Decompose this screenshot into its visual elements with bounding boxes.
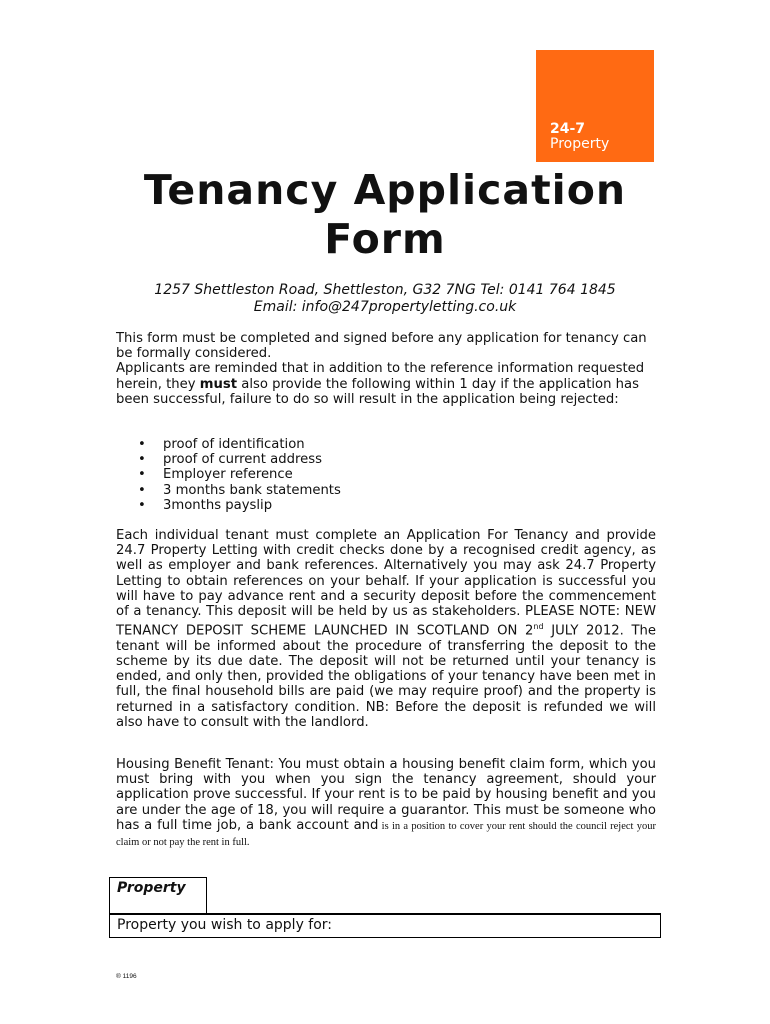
deposit-text-end: JULY 2012. The tenant will be informed about the procedure of transferring the deposit to the scheme by its due date. The deposit will not be returned until your tenancy is ended, and only then, provided the obligations of your tenancy have been met in full, the final household bills are paid (we may require proof) and the property is returned in a satisfactory condition. NB: Before the deposit is refunded we will also have to consult with the landlord.	[116, 623, 656, 730]
property-field[interactable]	[109, 913, 661, 938]
intro-p2-end: also provide the following within 1 day if the application has been successful, failure to do so will result in the application being rejected:	[116, 376, 639, 407]
logo-line-2: Property	[550, 136, 610, 152]
intro-paragraph-1: This form must be completed and signed before any application for tenancy can be formally considered.	[116, 331, 647, 362]
intro-text	[116, 331, 656, 407]
requirements-list	[116, 437, 341, 513]
list-item: • Employer reference	[116, 467, 341, 482]
housing-text: Housing Benefit Tenant: You must obtain a housing benefit claim form, which you must bring with you when you sign the tenancy agreement, should your application prove successful. If your rent is to be paid by housing benefit and you are under the age of 18, you will require a guarantor. This must be someone who has a full time job, a bank account and	[116, 757, 656, 833]
list-item: • 3months payslip	[116, 498, 341, 513]
deposit-text-start: Each individual tenant must complete an Application For Tenancy and provide 24.7 Property Letting with credit checks done by a recognised credit agency, as well as employer and bank references. Alternatively you may ask 24.7 Property Letting to obtain references on your behalf. If your application is successful you will have to pay advance rent and a security deposit before the commencement of a tenancy. This deposit will be held by us as stakeholders. PLEASE NOTE: NEW TENANCY DEPOSIT SCHEME LAUNCHED IN SCOTLAND ON 2	[116, 528, 656, 639]
list-item: • proof of current address	[116, 452, 341, 467]
email-line: Email: info@247propertyletting.co.uk	[253, 299, 517, 315]
intro-p2-emphasis: must	[199, 376, 238, 392]
footer-mark: ® 1196	[116, 973, 137, 980]
contact-address	[100, 282, 670, 316]
property-section-header: Property	[109, 877, 207, 913]
housing-benefit-paragraph	[116, 757, 656, 850]
deposit-paragraph	[116, 528, 656, 730]
list-item: • proof of identification	[116, 437, 341, 452]
brand-logo	[536, 50, 654, 162]
list-item: • 3 months bank statements	[116, 483, 341, 498]
deposit-ordinal: nd	[533, 622, 544, 632]
property-field-label: Property you wish to apply for:	[117, 917, 333, 933]
intro-paragraph-2	[116, 361, 656, 407]
intro-p2-start: Applicants are reminded that in addition to the reference information requested herein, they	[116, 361, 645, 392]
logo-line-1: 24-7	[550, 121, 586, 137]
address-line: 1257 Shettleston Road, Shettleston, G32 7NG Tel: 0141 764 1845	[154, 282, 616, 298]
housing-text-tail: is in a position to cover your rent should the council reject your claim or not pay the rent in full.	[116, 820, 656, 849]
page-title: Tenancy Application Form	[143, 166, 627, 263]
